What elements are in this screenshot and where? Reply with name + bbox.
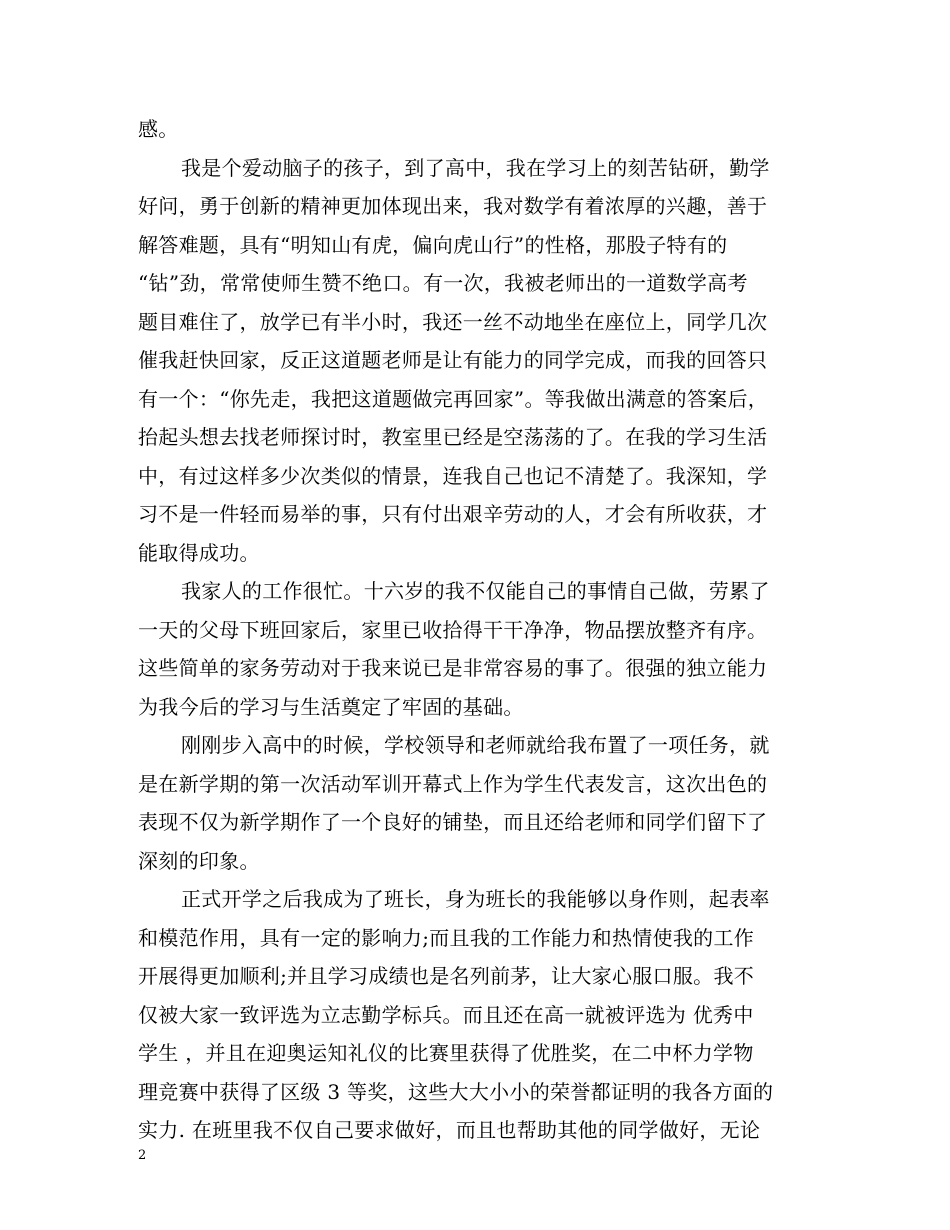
paragraph-start-line: 刚刚步入高中的时候，学校领导和老师就给我布置了一项任务，就 xyxy=(181,733,770,757)
text-line: 好问，勇于创新的精神更加体现出来，我对数学有着浓厚的兴趣，善于 xyxy=(138,194,768,218)
text-line: 抬起头想去找老师探讨时，教室里已经是空荡荡的了。在我的学习生活 xyxy=(138,425,768,449)
paragraph-start-line: 我家人的工作很忙。十六岁的我不仅能自己的事情自己做，劳累了 xyxy=(181,579,770,603)
text-line: 表现不仅为新学期作了一个良好的铺垫，而且还给老师和同学们留下了 xyxy=(138,810,768,834)
text-line: 深刻的印象。 xyxy=(138,848,260,873)
text-line: 有一个：“你先走，我把这道题做完再回家”。等我做出满意的答案后， xyxy=(138,386,769,411)
text-line: “钻”劲，常常使师生赞不绝口。有一次，我被老师出的一道数学高考 xyxy=(138,271,748,295)
text-line: 理竞赛中获得了区级 3 等奖，这些大大小小的荣誉都证明的我各方面的 xyxy=(138,1079,774,1104)
text-line: 一天的父母下班回家后，家里已收拾得干干净净，物品摆放整齐有序。 xyxy=(138,617,768,642)
page-number: 2 xyxy=(138,1148,147,1163)
text-line: 中，有过这样多少次类似的情景，连我自己也记不清楚了。我深知，学 xyxy=(138,463,768,488)
text-line: 和模范作用，具有一定的影响力;而且我的工作能力和热情使我的工作 xyxy=(138,925,755,950)
text-line: 催我赶快回家，反正这道题老师是让有能力的同学完成，而我的回答只 xyxy=(138,348,768,372)
text-line: 是在新学期的第一次活动军训开幕式上作为学生代表发言，这次出色的 xyxy=(138,771,768,796)
text-line: 解答难题，具有“明知山有虎，偏向虎山行”的性格，那股子特有的 xyxy=(138,232,728,257)
text-line: 题目难住了，放学已有半小时，我还一丝不动地坐在座位上，同学几次 xyxy=(138,309,768,334)
text-line: 这些简单的家务劳动对于我来说已是非常容易的事了。很强的独立能力 xyxy=(138,656,768,680)
paragraph-start-line: 正式开学之后我成为了班长，身为班长的我能够以身作则，起表率 xyxy=(181,887,770,911)
text-line: 实力. 在班里我不仅自己要求做好，而且也帮助其他的同学做好，无论 xyxy=(138,1118,761,1142)
text-line: 学生 ，并且在迎奥运知礼仪的比赛里获得了优胜奖，在二中杯力学物 xyxy=(138,1041,754,1065)
text-line: 为我今后的学习与生活奠定了牢固的基础。 xyxy=(138,694,524,719)
body-text xyxy=(138,110,818,1150)
text-line: 能取得成功。 xyxy=(138,540,260,565)
text-line: 仅被大家一致评选为立志勤学标兵。而且还在高一就被评选为 优秀中 xyxy=(138,1002,754,1027)
paragraph-start-line: 我是个爱动脑子的孩子，到了高中，我在学习上的刻苦钻研，勤学 xyxy=(181,155,770,180)
text-line: 感。 xyxy=(138,117,179,141)
text-line: 开展得更加顺利;并且学习成绩也是名列前茅，让大家心服口服。我不 xyxy=(138,964,755,988)
text-line: 习不是一件轻而易举的事，只有付出艰辛劳动的人，才会有所收获，才 xyxy=(138,502,768,526)
